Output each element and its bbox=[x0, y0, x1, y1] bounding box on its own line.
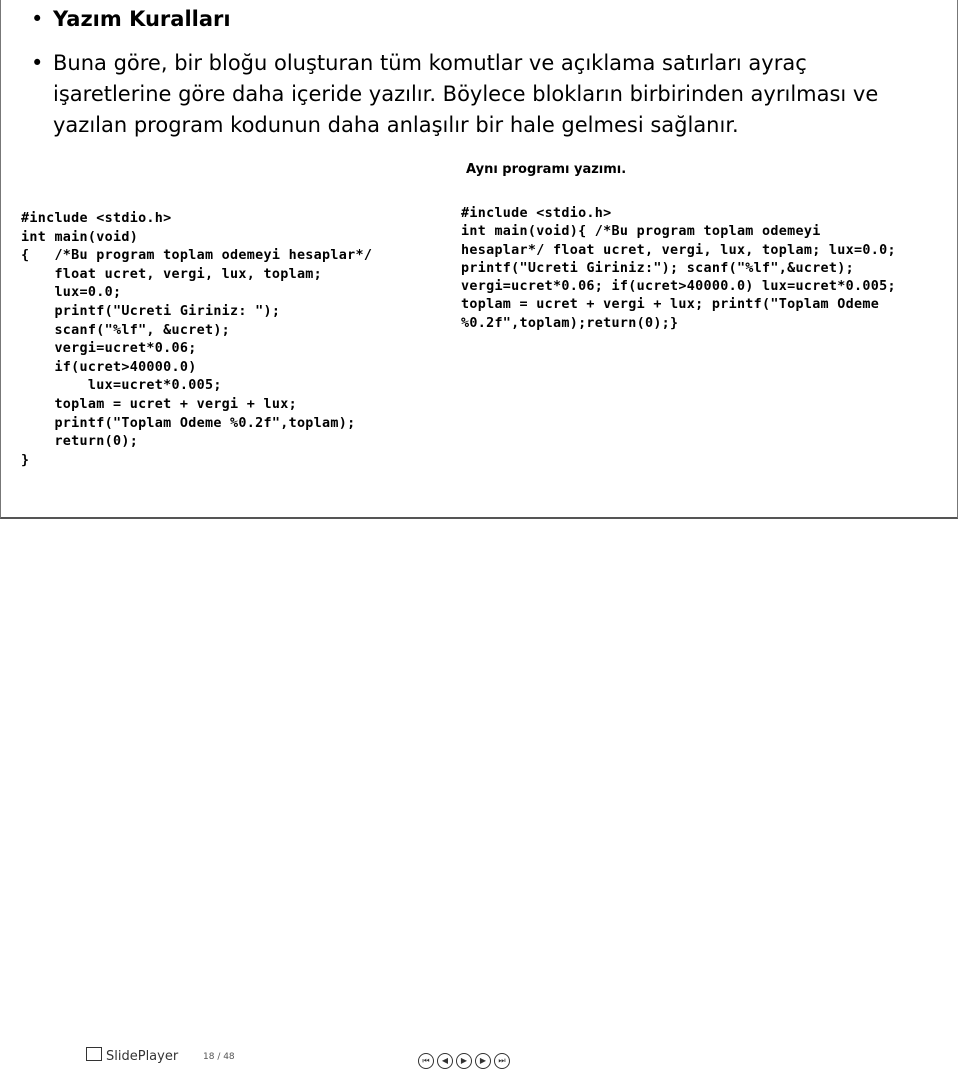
bullet-dot: • bbox=[31, 7, 44, 31]
first-slide-icon[interactable]: ⏮ bbox=[418, 1053, 434, 1069]
code-block-compact: #include <stdio.h> int main(void){ /*Bu program toplam odemeyi hesaplar*/ float ucret, vergi, lux, toplam; lux=0.0; printf("Ucreti Giriniz:"); scanf("%lf",&ucret); vergi=ucret*0.06; if(ucret>40000.0) lux=ucret*0.005; toplam = ucret + vergi + lux; printf("Toplam Odeme %0.2f",toplam);return(0);} bbox=[461, 206, 896, 331]
title-bullet bbox=[31, 4, 231, 35]
slide bbox=[0, 0, 958, 519]
slideplayer-logo-icon bbox=[86, 1047, 102, 1061]
slide-title: Yazım Kuralları bbox=[53, 7, 231, 31]
page-indicator: 18 / 48 bbox=[203, 1052, 235, 1062]
code-caption: Aynı programı yazımı. bbox=[466, 162, 627, 177]
next-slide-icon[interactable]: ▶ bbox=[475, 1053, 491, 1069]
bullet-dot: • bbox=[31, 51, 44, 75]
player-footer bbox=[0, 521, 960, 1065]
slideplayer-logo[interactable] bbox=[86, 1047, 178, 1064]
player-controls bbox=[418, 1048, 513, 1069]
paragraph-bullet bbox=[31, 48, 911, 141]
code-block-indented: #include <stdio.h> int main(void) { /*Bu program toplam odemeyi hesaplar*/ float ucret, vergi, lux, toplam; lux=0.0; printf("Ucreti Giriniz: "); scanf("%lf", &ucret); vergi=ucret*0.06; if(ucret>40000.0) lux=ucret*0.005; toplam = ucret + vergi + lux; printf("Toplam Odeme %0.2f",toplam); return(0); } bbox=[21, 211, 373, 468]
slide-paragraph: Buna göre, bir bloğu oluşturan tüm komutlar ve açıklama satırları ayraç işaretlerine göre daha içeride yazılır. Böylece blokların birbirinden ayrılması ve yazılan program kodunun daha anlaşılır bir hale gelmesi sağlanır. bbox=[53, 51, 879, 137]
prev-slide-icon[interactable]: ◀ bbox=[437, 1053, 453, 1069]
last-slide-icon[interactable]: ⏭ bbox=[494, 1053, 510, 1069]
logo-text: SlidePlayer bbox=[106, 1049, 179, 1064]
play-icon[interactable]: ▶ bbox=[456, 1053, 472, 1069]
